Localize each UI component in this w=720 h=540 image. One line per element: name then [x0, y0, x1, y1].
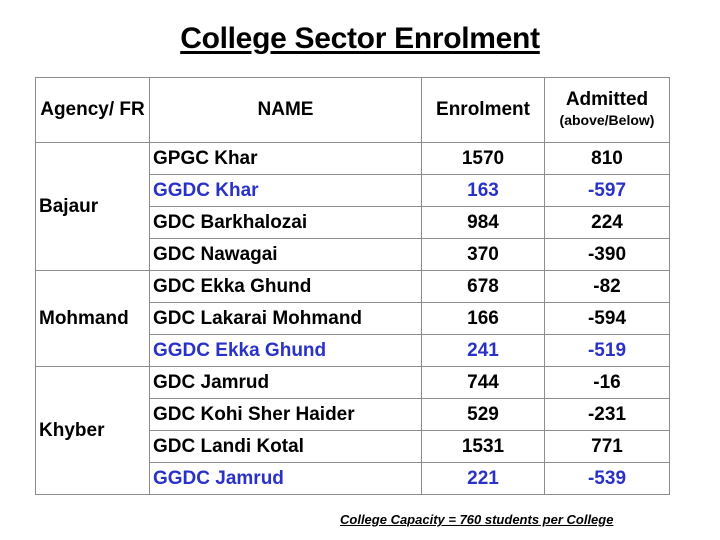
- table-row: [36, 143, 670, 175]
- admitted-cell: 224: [545, 207, 670, 239]
- capacity-footnote: College Capacity = 760 students per College: [340, 512, 614, 527]
- college-name-cell: GDC Landi Kotal: [150, 431, 422, 463]
- table-row: [36, 271, 670, 303]
- header-name: NAME: [150, 78, 422, 143]
- header-admitted-sub: (above/Below): [559, 112, 655, 128]
- admitted-cell: -390: [545, 239, 670, 271]
- agency-cell: Khyber: [36, 367, 150, 495]
- enrolment-cell: 529: [422, 399, 545, 431]
- header-agency: Agency/ FR: [36, 78, 150, 143]
- header-row: [36, 78, 670, 143]
- agency-cell: Bajaur: [36, 143, 150, 271]
- college-name-cell: GDC Jamrud: [150, 367, 422, 399]
- enrolment-cell: 1570: [422, 143, 545, 175]
- admitted-cell: 810: [545, 143, 670, 175]
- header-enrolment: Enrolment: [422, 78, 545, 143]
- college-name-cell: GGDC Ekka Ghund: [150, 335, 422, 367]
- enrolment-cell: 984: [422, 207, 545, 239]
- enrolment-cell: 1531: [422, 431, 545, 463]
- college-name-cell: GDC Barkhalozai: [150, 207, 422, 239]
- college-name-cell: GPGC Khar: [150, 143, 422, 175]
- header-admitted: [545, 78, 670, 143]
- enrolment-cell: 221: [422, 463, 545, 495]
- college-name-cell: GDC Nawagai: [150, 239, 422, 271]
- enrolment-cell: 678: [422, 271, 545, 303]
- enrolment-cell: 163: [422, 175, 545, 207]
- admitted-cell: -519: [545, 335, 670, 367]
- admitted-cell: -594: [545, 303, 670, 335]
- enrolment-cell: 166: [422, 303, 545, 335]
- admitted-cell: -82: [545, 271, 670, 303]
- college-name-cell: GGDC Khar: [150, 175, 422, 207]
- enrolment-cell: 241: [422, 335, 545, 367]
- college-name-cell: GDC Ekka Ghund: [150, 271, 422, 303]
- agency-cell: Mohmand: [36, 271, 150, 367]
- admitted-cell: -597: [545, 175, 670, 207]
- college-name-cell: GDC Kohi Sher Haider: [150, 399, 422, 431]
- enrolment-cell: 370: [422, 239, 545, 271]
- admitted-cell: -231: [545, 399, 670, 431]
- college-name-cell: GGDC Jamrud: [150, 463, 422, 495]
- enrolment-cell: 744: [422, 367, 545, 399]
- header-admitted-label: Admitted: [565, 89, 649, 110]
- page-title: College Sector Enrolment: [180, 22, 540, 55]
- admitted-cell: -16: [545, 367, 670, 399]
- enrolment-table: [35, 77, 670, 495]
- table-row: [36, 367, 670, 399]
- admitted-cell: 771: [545, 431, 670, 463]
- college-name-cell: GDC Lakarai Mohmand: [150, 303, 422, 335]
- admitted-cell: -539: [545, 463, 670, 495]
